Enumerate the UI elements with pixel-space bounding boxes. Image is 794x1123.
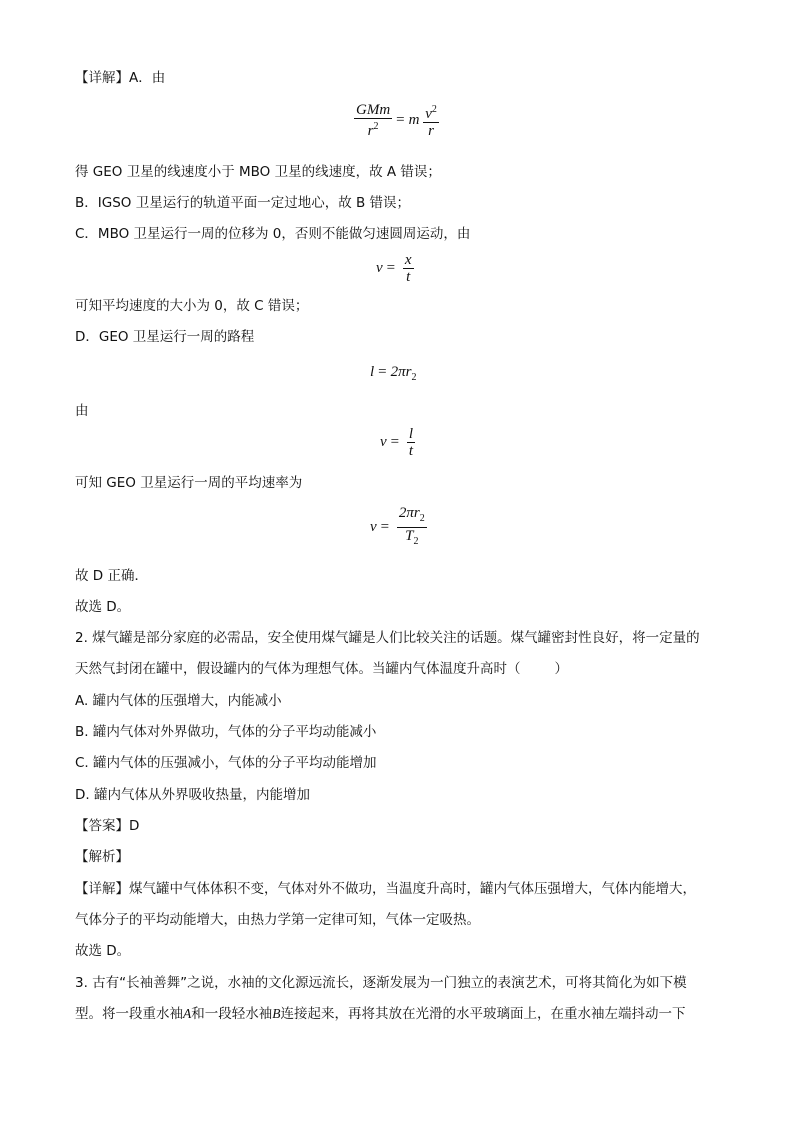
q2-option-c: C. 罐内气体的压强减小，气体的分子平均动能增加 [75,755,377,771]
q1-line-you: 由 [75,403,89,419]
equation-l: $l = 2\pi r_2$ [370,364,417,383]
q2-detail-line2: 气体分子的平均动能增大，由热力学第一定律可知，气体一定吸热。 [75,912,480,928]
equation-v-rate: v = $\frac{2\pi r_2}{T_2}$ [370,505,425,547]
detail-label: 【详解】 [75,881,129,897]
q2-stem-line1: 2. 煤气罐是部分家庭的必需品，安全使用煤气罐是人们比较关注的话题。煤气罐密封性良好，将一定量的 [75,630,700,646]
q2-stem-line2: 天然气封闭在罐中，假设罐内的气体为理想气体。当罐内气体温度升高时（ ） [75,661,568,677]
q2-answer [75,817,139,835]
q1-line-c-result: 可知平均速度的大小为 0，故 C 错误； [75,298,309,314]
var-a: A [183,1006,192,1021]
q2-detail-line1: 【详解】煤气罐中气体体积不变，气体对外不做功，当温度升高时，罐内气体压强增大，气体内能增大， [75,881,696,897]
q1-line-d-result: 故 D 正确． [75,568,148,584]
q1-line-a-result: 得 GEO 卫星的线速度小于 MBO 卫星的线速度，故 A 错误； [75,164,441,180]
q2-option-a: A. 罐内气体的压强增大，内能减小 [75,693,282,709]
q1-line-d: D．GEO 卫星运行一周的路程 [75,329,255,345]
equation-v-l-t: v = $\frac{l}{t}$ [380,426,414,459]
equation-v-x-t: v = $\frac{x}{t}$ [376,252,412,285]
q2-conclusion: 故选 D。 [75,943,131,959]
q1-line-b: B．IGSO 卫星运行的轨道平面一定过地心，故 B 错误； [75,195,411,211]
q3-stem-line1: 3. 古有“长袖善舞”之说，水袖的文化源远流长，逐渐发展为一门独立的表演艺术，可将其简化为如下模 [75,975,687,991]
q1-conclusion: 故选 D。 [75,599,131,615]
q2-option-d: D. 罐内气体从外界吸收热量，内能增加 [75,787,310,803]
var-b: B [272,1006,281,1021]
fraction-v2-r: $\frac{v^2}{r}$ [425,104,437,139]
q1-line-c: C．MBO 卫星运行一周的位移为 0，否则不能做匀速圆周运动，由 [75,226,471,242]
q2-option-b: B. 罐内气体对外界做功，气体的分子平均动能减小 [75,724,377,740]
q2-analysis-label: 【解析】 [75,849,129,865]
detail-a-text: A．由 [129,70,166,86]
detail-label: 【详解】 [75,70,129,86]
answer-label: 【答案】 [75,818,129,834]
q1-line-d-rate: 可知 GEO 卫星运行一周的平均速率为 [75,475,303,491]
q3-stem-line2: 型。将一段重水袖A和一段轻水袖B连接起来，再将其放在光滑的水平玻璃面上，在重水袖左端抖动一下 [75,1006,686,1022]
q1-detail-a [75,69,165,87]
answer-value: D [129,818,140,834]
equation-gravity: $\frac{\text{GMm}}{r^2}$ = m $\frac{v^2}{r}$ [356,102,437,139]
fraction-gmm-r2: $\frac{\text{GMm}}{r^2}$ [356,102,391,139]
